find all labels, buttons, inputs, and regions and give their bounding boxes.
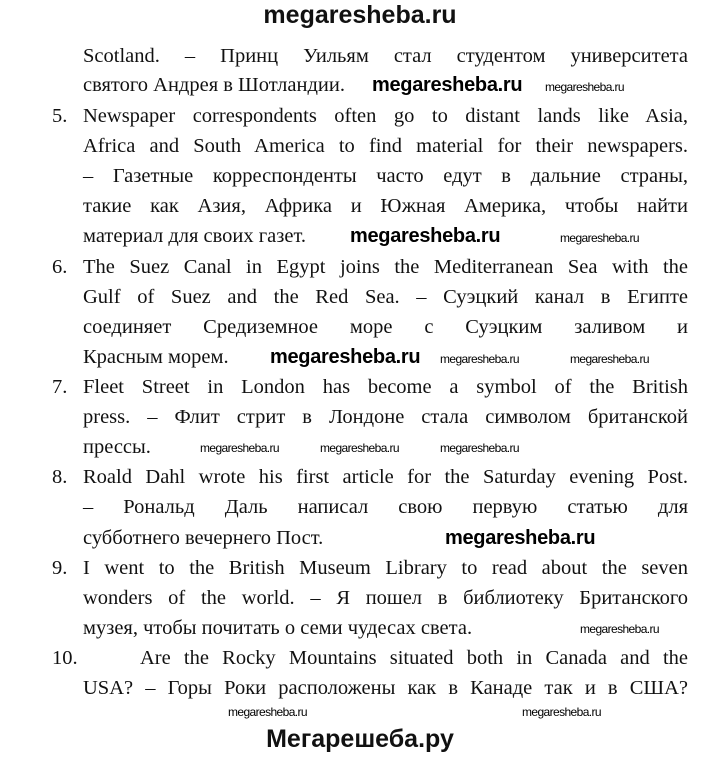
text-line: святого Андрея в Шотландии.	[83, 74, 345, 96]
text-line: музея, чтобы почитать о семи чудесах света.	[83, 617, 473, 639]
item-number: 7.	[52, 376, 68, 398]
text-line: – Рональд Даль написал свою первую статью для	[83, 496, 688, 518]
watermark: megaresheba.ru	[440, 352, 519, 366]
text-line: Africa and South America to find material for their newspapers.	[83, 135, 688, 157]
text-line: The Suez Canal in Egypt joins the Mediterranean Sea with the	[83, 256, 688, 278]
watermark: megaresheba.ru	[270, 346, 421, 368]
watermark: megaresheba.ru	[580, 622, 659, 636]
watermark: megaresheba.ru	[200, 441, 279, 455]
watermark: megaresheba.ru	[372, 74, 523, 96]
text-line: такие как Азия, Африка и Южная Америка, чтобы найти	[83, 195, 688, 217]
text-line: соединяет Средиземное море с Суэцким заливом и	[83, 316, 688, 338]
watermark: megaresheba.ru	[440, 441, 519, 455]
text-line: прессы.	[83, 436, 151, 458]
watermark: megaresheba.ru	[545, 80, 624, 94]
text-line: USA? – Горы Роки расположены как в Канаде так и в США?	[83, 677, 688, 699]
text-line: I went to the British Museum Library to read about the seven	[83, 557, 688, 579]
text-line: Fleet Street in London has become a symbol of the British	[83, 376, 688, 398]
item-number: 5.	[52, 105, 68, 127]
watermark: megaresheba.ru	[350, 225, 501, 247]
watermark: megaresheba.ru	[522, 705, 601, 719]
watermark: megaresheba.ru	[560, 231, 639, 245]
item-number: 6.	[52, 256, 68, 278]
text-line: wonders of the world. – Я пошел в библиотеку Британского	[83, 587, 688, 609]
text-line: Roald Dahl wrote his first article for the Saturday evening Post.	[83, 466, 688, 488]
text-line: материал для своих газет.	[83, 225, 307, 247]
text-line: press. – Флит стрит в Лондоне стала символом британской	[83, 406, 688, 428]
site-footer: Мегарешеба.ру	[266, 725, 454, 753]
watermark: megaresheba.ru	[570, 352, 649, 366]
text-line: Newspaper correspondents often go to distant lands like Asia,	[83, 105, 688, 127]
watermark: megaresheba.ru	[320, 441, 399, 455]
text-line: Are the Rocky Mountains situated both in Canada and the	[140, 647, 688, 669]
text-line: Gulf of Suez and the Red Sea. – Суэцкий канал в Египте	[83, 286, 688, 308]
watermark: megaresheba.ru	[445, 527, 596, 549]
text-line: субботнего вечернего Пост.	[83, 527, 324, 549]
text-line: – Газетные корреспонденты часто едут в дальние страны,	[83, 165, 688, 187]
item-number: 8.	[52, 466, 68, 488]
item-number: 10.	[52, 647, 78, 669]
site-header: megaresheba.ru	[263, 1, 457, 29]
text-line: Красным морем.	[83, 346, 229, 368]
text-line: Scotland. – Принц Уильям стал студентом университета	[83, 45, 688, 67]
watermark: megaresheba.ru	[228, 705, 307, 719]
item-number: 9.	[52, 557, 68, 579]
